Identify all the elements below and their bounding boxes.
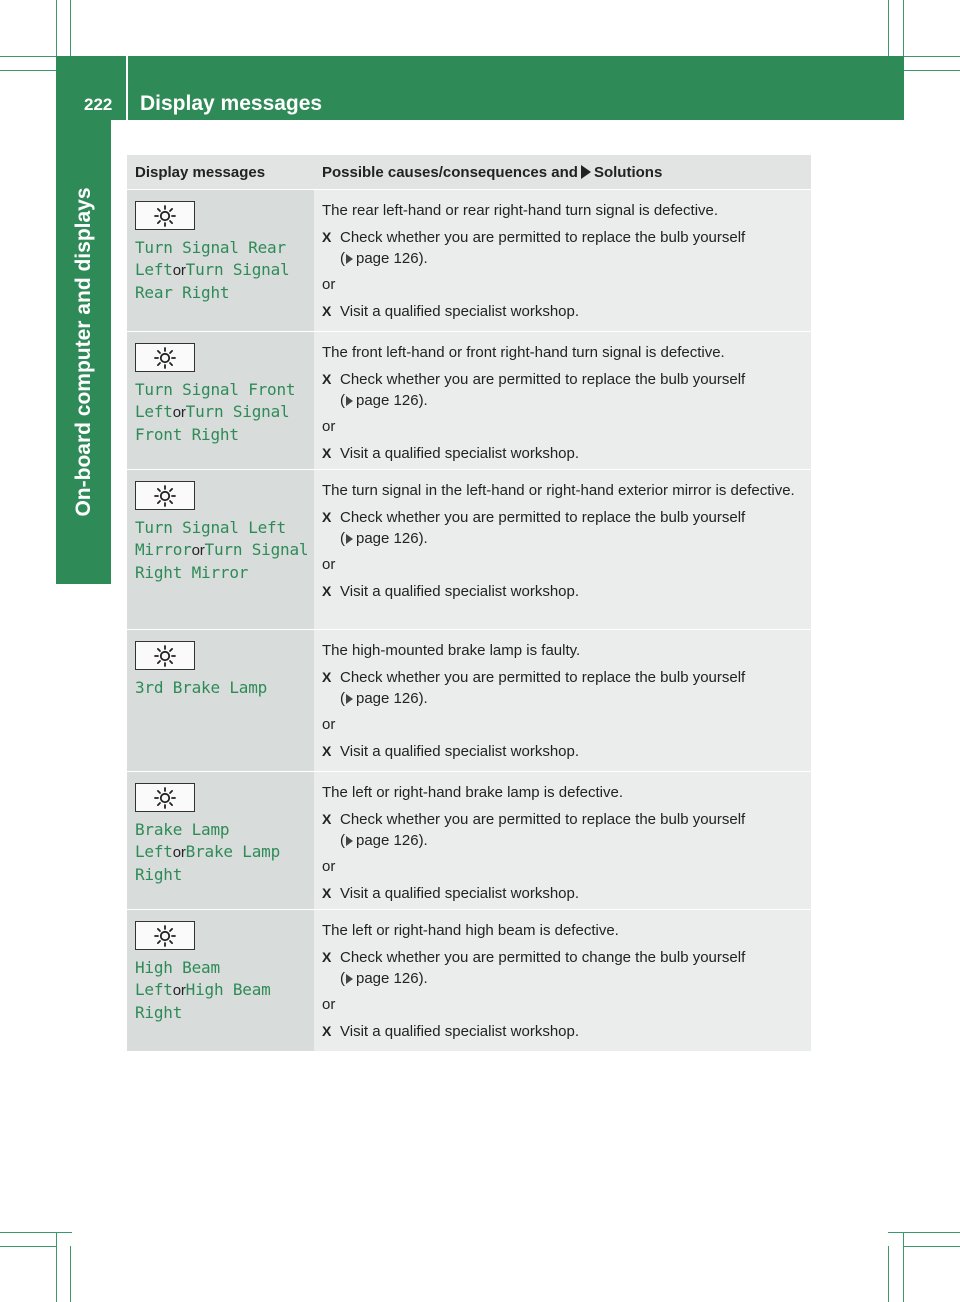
crop-mark xyxy=(56,1232,57,1302)
reference-arrow-icon xyxy=(346,836,353,846)
crop-mark xyxy=(903,1232,904,1302)
display-message-cell xyxy=(127,630,314,771)
reference-arrow-icon xyxy=(346,694,353,704)
display-message-cell xyxy=(127,332,314,469)
display-message-text xyxy=(135,957,314,1024)
step-item xyxy=(322,581,803,602)
step-marker: X xyxy=(322,445,332,461)
column-header-prefix: Possible causes/consequences and xyxy=(322,164,578,181)
or-separator: or xyxy=(172,982,186,999)
step-text: Check whether you are permitted to replace the bulb yourself xyxy=(340,371,746,388)
cause-text: The left or right-hand high beam is defective. xyxy=(322,922,619,939)
bulb-icon xyxy=(153,644,177,668)
step-marker: X xyxy=(322,669,332,685)
or-text: or xyxy=(322,556,336,573)
cause-text: The turn signal in the left-hand or right-hand exterior mirror is defective. xyxy=(322,482,795,499)
crop-mark xyxy=(903,0,904,56)
step-marker: X xyxy=(322,371,332,387)
display-message-text xyxy=(135,379,314,446)
or-text: or xyxy=(322,996,336,1013)
column-header-messages: Display messages xyxy=(135,164,266,181)
cause-text: The high-mounted brake lamp is faulty. xyxy=(322,642,581,659)
column-header-suffix: Solutions xyxy=(593,164,663,181)
solution-cell xyxy=(314,910,811,1051)
display-message-cell xyxy=(127,190,314,331)
crop-mark xyxy=(0,1232,72,1233)
step-marker: X xyxy=(322,583,332,599)
bulb-warning-display xyxy=(135,641,195,670)
step-text: Visit a qualified specialist workshop. xyxy=(340,743,580,760)
crop-mark xyxy=(888,1246,889,1302)
display-message-cell xyxy=(127,470,314,629)
display-message-cell xyxy=(127,772,314,909)
table-row xyxy=(127,909,811,1051)
step-text: Check whether you are permitted to replace the bulb yourself xyxy=(340,229,746,246)
crop-mark xyxy=(904,1246,960,1247)
message-label: High Beam Right xyxy=(135,980,271,1022)
cause-text: The left or right-hand brake lamp is defective. xyxy=(322,784,623,801)
step-item xyxy=(322,443,803,464)
page-reference: page 126). xyxy=(356,392,428,409)
solution-cell xyxy=(314,772,811,909)
or-separator: or xyxy=(172,262,186,279)
step-text: Visit a qualified specialist workshop. xyxy=(340,583,580,600)
bulb-warning-display xyxy=(135,783,195,812)
table-row xyxy=(127,469,811,629)
display-message-text xyxy=(135,237,314,304)
message-label: Brake Lamp Left xyxy=(135,820,230,861)
crop-mark xyxy=(56,0,57,56)
bulb-icon xyxy=(153,484,177,508)
solution-cell xyxy=(314,332,811,469)
step-marker: X xyxy=(322,743,332,759)
step-text: Check whether you are permitted to replace the bulb yourself xyxy=(340,669,746,686)
cause-text: The rear left-hand or rear right-hand turn signal is defective. xyxy=(322,202,719,219)
section-tab-label-wrap xyxy=(56,120,111,584)
crop-mark xyxy=(904,56,960,57)
message-label: Turn Signal Rear Left xyxy=(135,238,286,279)
step-text: Visit a qualified specialist workshop. xyxy=(340,303,580,320)
display-message-cell xyxy=(127,910,314,1051)
or-text: or xyxy=(322,716,336,733)
ref-open: ( xyxy=(340,250,345,267)
reference-arrow-icon xyxy=(346,254,353,264)
page-reference: page 126). xyxy=(356,530,428,547)
step-item xyxy=(322,667,803,709)
reference-arrow-icon xyxy=(346,396,353,406)
page-reference: page 126). xyxy=(356,970,428,987)
step-text: Visit a qualified specialist workshop. xyxy=(340,445,580,462)
message-label: High Beam Left xyxy=(135,958,220,999)
solution-cell xyxy=(314,630,811,771)
or-separator: or xyxy=(172,404,186,421)
bulb-warning-display xyxy=(135,201,195,230)
table-body xyxy=(127,189,811,1051)
step-marker: X xyxy=(322,509,332,525)
page-reference: page 126). xyxy=(356,250,428,267)
page-reference: page 126). xyxy=(356,690,428,707)
header-divider xyxy=(126,56,128,120)
step-marker: X xyxy=(322,1023,332,1039)
message-label: Turn Signal Left Mirror xyxy=(135,518,286,559)
step-marker: X xyxy=(322,811,332,827)
step-text: Check whether you are permitted to replace the bulb yourself xyxy=(340,509,746,526)
message-label: Turn Signal Right Mirror xyxy=(135,540,309,582)
or-separator: or xyxy=(172,844,186,861)
table-row xyxy=(127,771,811,909)
page-header xyxy=(56,56,904,120)
reference-arrow-icon xyxy=(346,534,353,544)
ref-open: ( xyxy=(340,392,345,409)
display-message-text xyxy=(135,517,314,584)
crop-mark xyxy=(888,1232,960,1233)
message-label: 3rd Brake Lamp xyxy=(135,678,268,697)
ref-open: ( xyxy=(340,530,345,547)
bulb-warning-display xyxy=(135,343,195,372)
ref-open: ( xyxy=(340,690,345,707)
bulb-icon xyxy=(153,924,177,948)
cause-text: The front left-hand or front right-hand turn signal is defective. xyxy=(322,344,725,361)
message-label: Turn Signal Rear Right xyxy=(135,260,290,302)
reference-arrow-icon xyxy=(346,974,353,984)
bulb-icon xyxy=(153,346,177,370)
crop-mark xyxy=(70,1246,71,1302)
message-label: Brake Lamp Right xyxy=(135,842,281,884)
step-marker: X xyxy=(322,303,332,319)
table-header xyxy=(127,155,811,189)
step-text: Check whether you are permitted to change the bulb yourself xyxy=(340,949,746,966)
step-item xyxy=(322,369,803,411)
or-text: or xyxy=(322,858,336,875)
crop-mark xyxy=(0,1246,56,1247)
solution-cell xyxy=(314,190,811,331)
step-text: Visit a qualified specialist workshop. xyxy=(340,1023,580,1040)
bulb-icon xyxy=(153,204,177,228)
page-title: Display messages xyxy=(140,92,323,115)
display-message-text xyxy=(135,677,314,699)
step-item xyxy=(322,809,803,851)
bulb-warning-display xyxy=(135,921,195,950)
table-row xyxy=(127,331,811,469)
message-label: Turn Signal Front Right xyxy=(135,402,290,444)
step-item xyxy=(322,947,803,989)
play-arrow-icon xyxy=(581,165,591,179)
or-separator: or xyxy=(191,542,205,559)
step-item xyxy=(322,1021,803,1042)
page-reference: page 126). xyxy=(356,832,428,849)
table-row xyxy=(127,189,811,331)
table-row xyxy=(127,629,811,771)
step-text: Check whether you are permitted to replace the bulb yourself xyxy=(340,811,746,828)
or-text: or xyxy=(322,418,336,435)
or-text: or xyxy=(322,276,336,293)
step-item xyxy=(322,741,803,762)
message-label: Turn Signal Front Left xyxy=(135,380,296,421)
ref-open: ( xyxy=(340,832,345,849)
display-messages-table xyxy=(127,155,811,1051)
solution-cell xyxy=(314,470,811,629)
ref-open: ( xyxy=(340,970,345,987)
step-marker: X xyxy=(322,885,332,901)
bulb-icon xyxy=(153,786,177,810)
bulb-warning-display xyxy=(135,481,195,510)
page-number: 222 xyxy=(84,95,113,114)
section-tab-label: On-board computer and displays xyxy=(71,187,95,517)
step-marker: X xyxy=(322,949,332,965)
step-item xyxy=(322,507,803,549)
display-message-text xyxy=(135,819,314,886)
step-item xyxy=(322,301,803,322)
step-marker: X xyxy=(322,229,332,245)
step-item xyxy=(322,883,803,904)
column-header-solutions xyxy=(314,155,811,189)
step-text: Visit a qualified specialist workshop. xyxy=(340,885,580,902)
step-item xyxy=(322,227,803,269)
crop-mark xyxy=(0,56,56,57)
